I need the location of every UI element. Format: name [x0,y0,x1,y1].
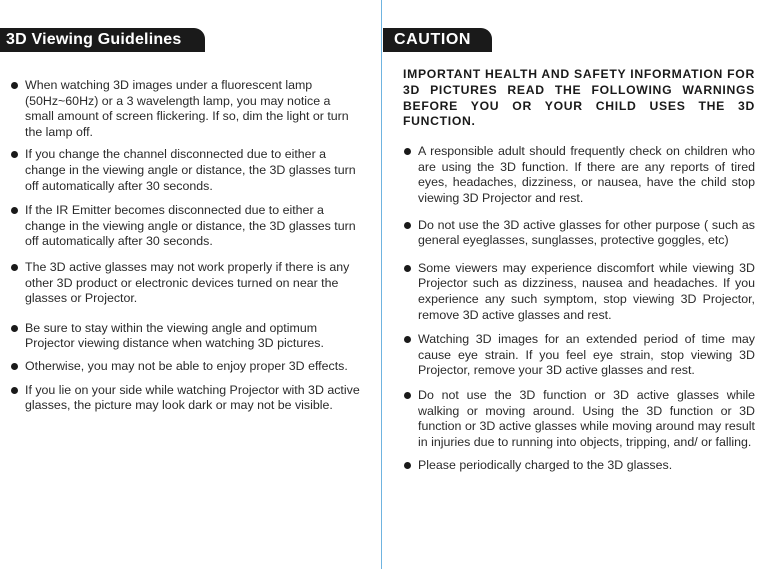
bullet-icon [11,207,18,214]
bullet-icon [11,264,18,271]
list-item-text: When watching 3D images under a fluorescent lamp (50Hz~60Hz) or a 3 wavelength lamp, you may notice a small amount of screen flickering. If so, dim the light or turn the lamp off. [25,78,349,139]
list-item [403,458,755,474]
list-item [10,359,362,375]
list-item-text: Be sure to stay within the viewing angle and optimum Projector viewing distance when watching 3D pictures. [25,320,324,351]
list-item-text: Do not use the 3D active glasses for other purpose ( such as general eyeglasses, sunglasses, protective goggles, etc) [418,217,755,248]
list-item [403,332,755,379]
list-item-text: Do not use the 3D function or 3D active glasses while walking or moving around. Using the 3D function or 3D function or 3D active glasses while moving around may result in injuries due to running into objects, tripping, and/ or falling. [418,387,755,449]
list-item-text: If you lie on your side while watching Projector with 3D active glasses, the picture may look dark or may not be visible. [25,382,360,413]
bullet-icon [11,387,18,394]
list-item [10,147,362,194]
list-item-text: If you change the channel disconnected due to either a change in the viewing angle or distance, the 3D glasses turn off automatically after 30 seconds. [25,147,356,193]
list-item [10,78,362,140]
bullet-icon [404,462,411,469]
list-item [10,383,362,414]
list-item [403,388,755,450]
bullet-icon [11,325,18,332]
viewing-guidelines-heading: 3D Viewing Guidelines [0,28,205,52]
bullet-icon [404,392,411,399]
list-item [10,260,362,307]
list-item-text: Otherwise, you may not be able to enjoy proper 3D effects. [25,358,348,373]
bullet-icon [404,336,411,343]
list-item-text: A responsible adult should frequently check on children who are using the 3D function. If there are any reports of tired eyes, headaches, dizziness, or nausea, have the child stop viewing 3D Projector and rest. [418,144,755,205]
bullet-icon [11,363,18,370]
list-item [10,203,362,250]
list-item [403,218,755,249]
guidelines-list [10,78,362,422]
caution-section [403,67,755,482]
list-item-text: If the IR Emitter becomes disconnected due to either a change in the viewing angle or distance, the 3D glasses turn off automatically after 30 seconds. [25,203,356,249]
list-item [10,321,362,352]
list-item-text: The 3D active glasses may not work properly if there is any other 3D product or electronic devices turned on near the glasses or Projector. [25,259,350,306]
list-item [403,261,755,323]
list-item [403,144,755,206]
caution-heading: CAUTION [383,28,492,52]
column-divider [381,0,382,569]
bullet-icon [11,82,18,89]
list-item-text: Watching 3D images for an extended period of time may cause eye strain. If you feel eye strain, stop viewing 3D Projector, remove your 3D active glasses and rest. [418,332,755,378]
bullet-icon [404,148,411,155]
bullet-icon [11,151,18,158]
list-item-text: Please periodically charged to the 3D glasses. [418,458,673,473]
list-item-text: Some viewers may experience discomfort while viewing 3D Projector such as dizziness, nausea and headaches. If you experience any such symptom, stop viewing 3D Projector, remove 3D active glasses and rest. [418,260,755,322]
bullet-icon [404,265,411,272]
health-safety-intro: IMPORTANT HEALTH AND SAFETY INFORMATION FOR 3D PICTURES READ THE FOLLOWING WARNINGS BEFORE YOU OR YOUR CHILD USES THE 3D FUNCTION. [403,67,755,129]
bullet-icon [404,222,411,229]
